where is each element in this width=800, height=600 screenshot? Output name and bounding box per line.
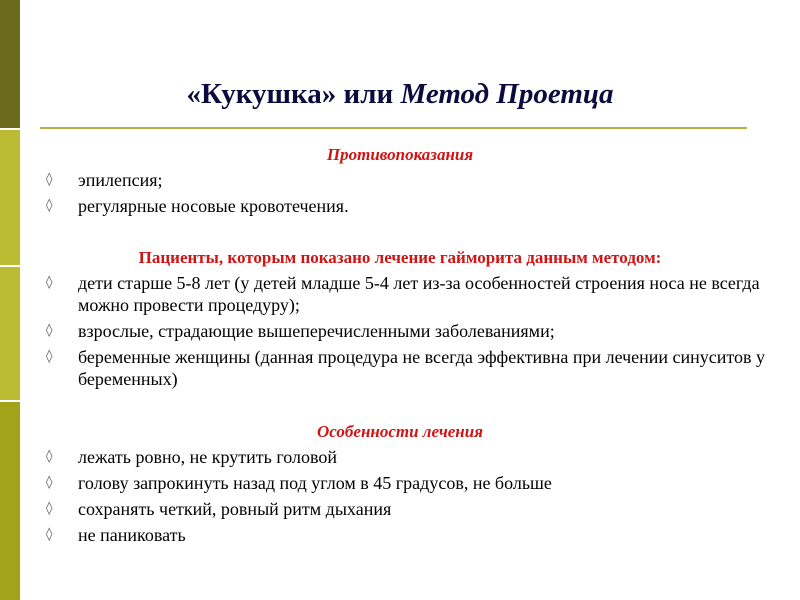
list-item <box>46 346 768 390</box>
bullet-icon: ◊ <box>46 198 53 213</box>
bullet-icon: ◊ <box>46 323 53 338</box>
list-item-text: не паниковать <box>78 525 186 545</box>
bullet-icon: ◊ <box>46 275 53 290</box>
list-item <box>46 498 768 520</box>
sidebar-segment <box>0 130 20 265</box>
list-item <box>46 272 768 316</box>
bullet-icon: ◊ <box>46 527 53 542</box>
list-item-text: дети старше 5-8 лет (у детей младше 5-4 лет из-за особенностей строения носа не всегда можно провести процедуру); <box>78 273 760 315</box>
sidebar-segment <box>0 0 20 128</box>
section-heading-contraindications: Противопоказания <box>326 145 474 164</box>
sidebar-segment <box>0 402 20 600</box>
list-item-text: взрослые, страдающие вышеперечисленными заболеваниями; <box>78 321 555 341</box>
list-item <box>46 472 768 494</box>
list-item-text: эпилепсия; <box>78 170 163 190</box>
list-item <box>46 195 768 217</box>
bullet-icon: ◊ <box>46 172 53 187</box>
title-underline <box>40 127 747 129</box>
list-item-text: голову запрокинуть назад под углом в 45 градусов, не больше <box>78 473 552 493</box>
bullet-icon: ◊ <box>46 475 53 490</box>
list-item <box>46 169 768 191</box>
title-main: «Кукушка» или <box>186 78 394 110</box>
list-item-text: беременные женщины (данная процедура не всегда эффективна при лечении синуситов у беременных) <box>78 347 766 389</box>
list-item <box>46 524 768 546</box>
list-item-text: сохранять четкий, ровный ритм дыхания <box>78 499 392 519</box>
bullet-icon: ◊ <box>46 449 53 464</box>
list-item <box>46 320 768 342</box>
list-item-text: регулярные носовые кровотечения. <box>78 196 349 216</box>
treatment-features-list <box>46 446 768 550</box>
list-item <box>46 446 768 468</box>
title-italic: Метод Проетца <box>400 78 614 110</box>
patients-list <box>46 272 768 394</box>
list-item-text: лежать ровно, не крутить головой <box>78 447 338 467</box>
bullet-icon: ◊ <box>46 349 53 364</box>
sidebar-segment <box>0 267 20 400</box>
bullet-icon: ◊ <box>46 501 53 516</box>
slide-title <box>40 78 760 111</box>
contraindications-list <box>46 169 768 221</box>
sidebar-decoration <box>0 0 20 600</box>
section-heading-treatment-features: Особенности лечения <box>317 422 483 441</box>
section-heading-patients: Пациенты, которым показано лечение гайморита данным методом: <box>138 248 662 267</box>
